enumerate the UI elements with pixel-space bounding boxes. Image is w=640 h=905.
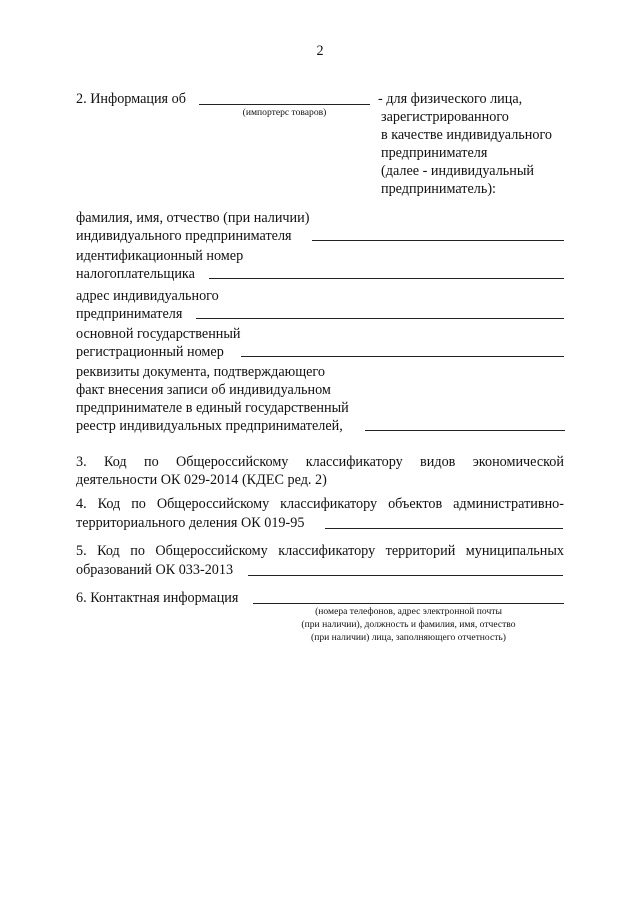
page-number: 2 (316, 43, 324, 59)
address-input-line[interactable] (196, 318, 564, 319)
field-ogrn-label-line1: основной государственный (76, 326, 241, 342)
section4-input-line[interactable] (325, 528, 563, 529)
field-inn-label-line1: идентификационный номер (76, 248, 244, 264)
ogrn-input-line[interactable] (241, 356, 564, 357)
importer-caption: (импортерс товаров) (242, 107, 327, 118)
section2-right-line: (далее - индивидуальный (381, 163, 534, 179)
field-address-label-line1: адрес индивидуального (76, 288, 219, 304)
requisites-line: факт внесения записи об индивидуальном (76, 382, 331, 398)
field-address-label-line2: предпринимателя (76, 306, 183, 322)
section4-line2: территориального деления ОК 019-95 (76, 515, 305, 531)
importer-underline[interactable] (199, 104, 370, 105)
section2-right-line: предприниматель): (381, 181, 497, 197)
contact-caption-line: (номера телефонов, адрес электронной почты (315, 606, 502, 617)
fullname-input-line[interactable] (312, 240, 564, 241)
section4-line1: 4. Код по Общероссийскому классификатору объектов административно- (76, 496, 564, 512)
section5-line2: образований ОК 033-2013 (76, 562, 234, 578)
section3-line2: деятельности ОК 029-2014 (КДЕС ред. 2) (76, 472, 327, 488)
field-fullname-label-line1: фамилия, имя, отчество (при наличии) (76, 210, 310, 226)
requisites-line: предпринимателе в единый государственный (76, 400, 349, 416)
contact-info-input-line[interactable] (253, 603, 564, 604)
field-ogrn-label-line2: регистрационный номер (76, 344, 224, 360)
section5-line1: 5. Код по Общероссийскому классификатору территорий муниципальных (76, 543, 564, 559)
contact-caption-line: (при наличии), должность и фамилия, имя, отчество (301, 619, 516, 630)
section2-prefix: 2. Информация об (76, 91, 186, 107)
section6-label: 6. Контактная информация (76, 590, 239, 606)
field-inn-label-line2: налогоплательщика (76, 266, 195, 282)
section2-right-line: - для физического лица, (378, 91, 523, 107)
contact-caption-line: (при наличии) лица, заполняющего отчетность) (311, 632, 506, 643)
field-fullname-label-line2: индивидуального предпринимателя (76, 228, 292, 244)
requisites-input-line[interactable] (365, 430, 565, 431)
section2-right-line: зарегистрированного (381, 109, 509, 125)
inn-input-line[interactable] (209, 278, 564, 279)
requisites-line: реестр индивидуальных предпринимателей, (76, 418, 343, 434)
requisites-line: реквизиты документа, подтверждающего (76, 364, 325, 380)
section2-right-line: в качестве индивидуального (381, 127, 553, 143)
section2-right-line: предпринимателя (381, 145, 488, 161)
section5-input-line[interactable] (248, 575, 563, 576)
section3-line1: 3. Код по Общероссийскому классификатору видов экономической (76, 454, 564, 470)
